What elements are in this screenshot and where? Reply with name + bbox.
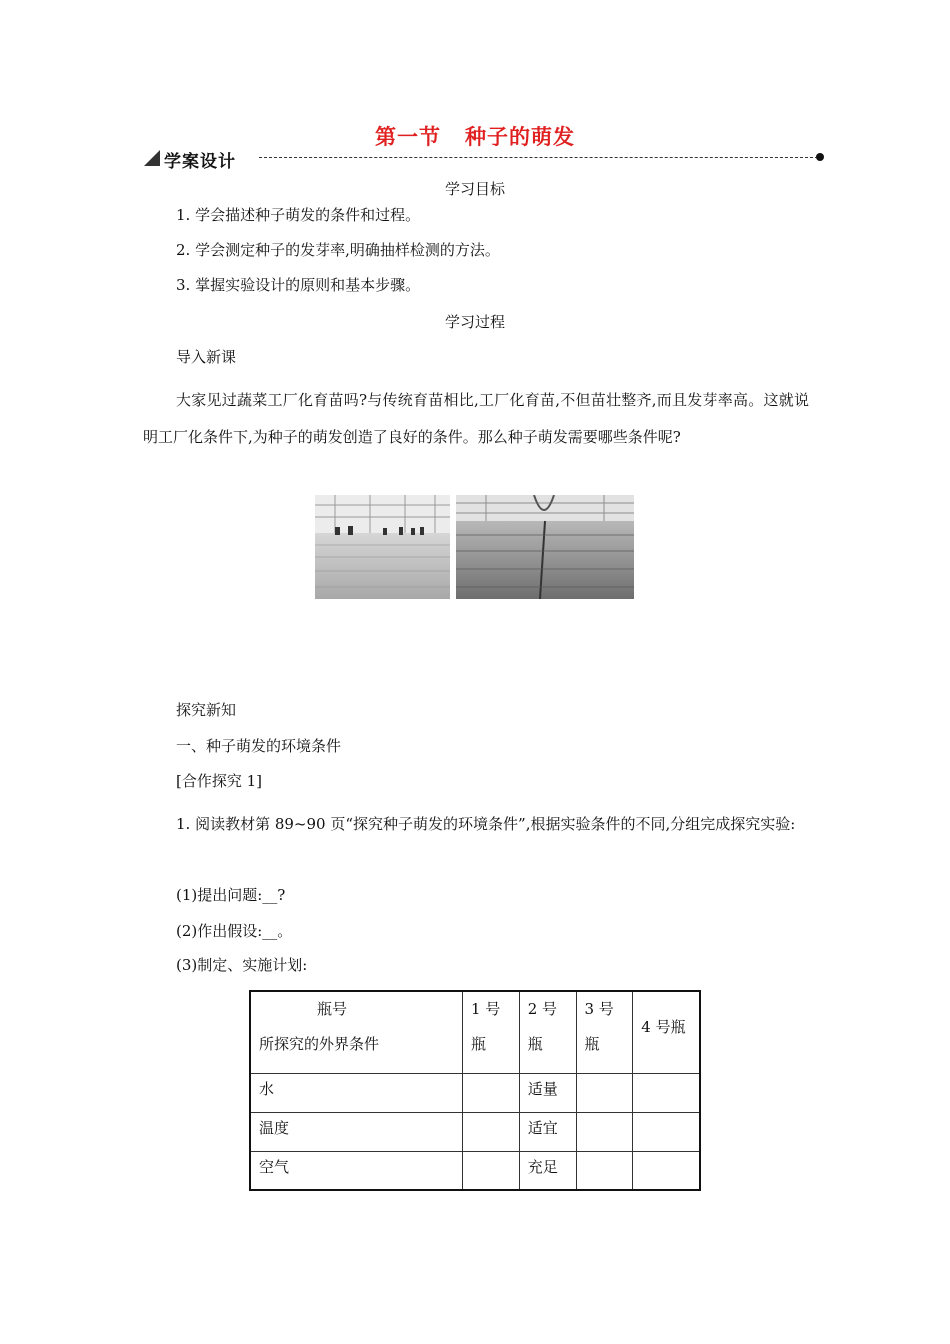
question-item: (2)作出假设:__。 [176,922,293,940]
greenhouse-photo-right-graphic [456,495,634,599]
experiment-plan-table [249,990,701,1191]
header-col [462,991,519,1073]
question-item: (1)提出问题:__? [176,886,286,904]
header-col-top: 2 号 [527,1000,558,1018]
table-cell: 适宜 [519,1112,576,1151]
table-cell [633,1112,700,1151]
header-col-bottom: 瓶 [470,1035,486,1053]
header-col [633,991,700,1073]
header-conditions: 所探究的外界条件 [259,1035,380,1053]
table-cell [576,1112,633,1151]
table-row [250,1112,700,1151]
coop-label: [合作探究 1] [176,772,263,790]
question-item: (3)制定、实施计划: [176,956,308,974]
table-row [250,1151,700,1190]
task-paragraph: 1. 阅读教材第 89~90 页“探究种子萌发的环境条件”,根据实验条件的不同,分组完成探究实验: [176,815,796,833]
row-label: 温度 [250,1112,462,1151]
banner-label: 学案设计 [164,152,236,172]
objective-item: 3. 掌握实验设计的原则和基本步骤。 [176,276,421,294]
table-cell [462,1151,519,1190]
header-col [576,991,633,1073]
section-banner [144,147,824,172]
greenhouse-photo-right [456,495,634,599]
greenhouse-photo-left [315,495,450,599]
objective-item: 1. 学会描述种子萌发的条件和过程。 [176,206,421,224]
bullet-dot-icon [816,153,824,161]
table-cell [462,1073,519,1112]
table-cell [576,1073,633,1112]
objectives-heading: 学习目标 [444,180,505,198]
row-label: 水 [250,1073,462,1112]
header-col-top: 1 号 [470,1000,501,1018]
explore-heading: 探究新知 [176,701,237,719]
header-col-top: 4 号瓶 [641,1018,686,1036]
header-col-bottom: 瓶 [527,1035,543,1053]
table-cell: 适量 [519,1073,576,1112]
header-col-bottom: 瓶 [584,1035,600,1053]
dashed-divider [259,157,818,158]
table-cell [576,1151,633,1190]
header-col-top: 3 号 [584,1000,614,1018]
header-bottle-number: 瓶号 [317,1000,348,1018]
table-cell [633,1073,700,1112]
triangle-icon [144,150,160,166]
table-row [250,1073,700,1112]
row-label: 空气 [250,1151,462,1190]
table-header-row [250,991,700,1073]
section-heading: 一、种子萌发的环境条件 [176,737,342,755]
table-cell [633,1151,700,1190]
intro-paragraph: 大家见过蔬菜工厂化育苗吗?与传统育苗相比,工厂化育苗,不但苗壮整齐,而且发芽率高。这就说明工厂化条件下,为种子的萌发创造了良好的条件。那么种子萌发需要哪些条件呢? [143,391,809,446]
greenhouse-photo-left-graphic [315,495,450,599]
objective-item: 2. 学会测定种子的发芽率,明确抽样检测的方法。 [176,241,500,259]
title-section-number: 第一节 [375,125,441,149]
title-topic: 种子的萌发 [465,125,575,149]
process-heading: 学习过程 [444,313,505,331]
diagonal-header-cell [250,991,462,1073]
table-cell: 充足 [519,1151,576,1190]
table-cell [462,1112,519,1151]
header-col [519,991,576,1073]
intro-heading: 导入新课 [176,348,237,366]
